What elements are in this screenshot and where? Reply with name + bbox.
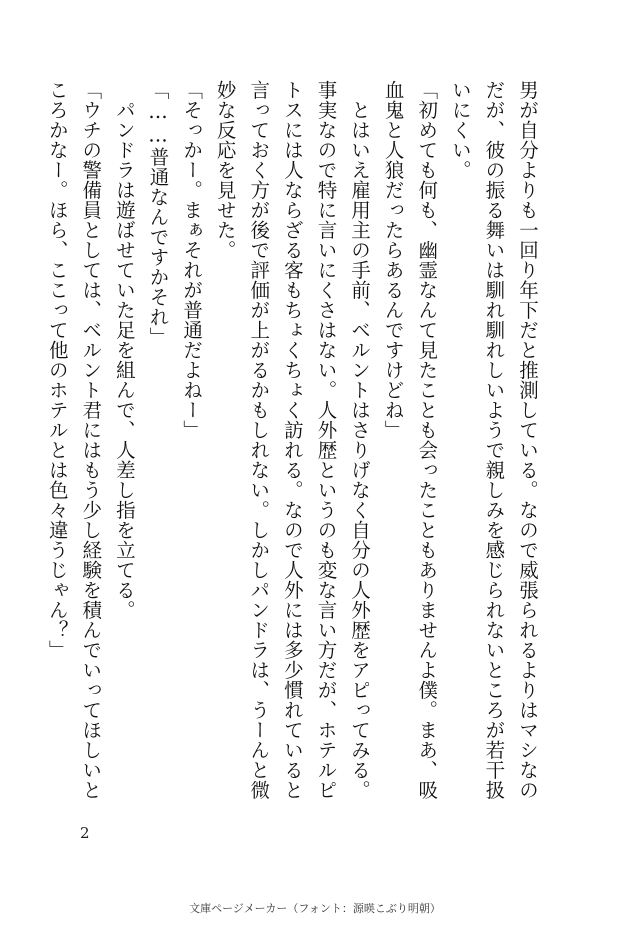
text-line: とはいえ雇用主の手前、ベルントはさりげなく自分の人外歴をアピってみる。 [348,80,372,800]
text-line: 妙な反応を見せた。 [213,80,237,260]
page-number: 2 [80,824,90,842]
text-line: 「……普通なんですかそれ」 [146,80,170,347]
text-line: いにくい。 [448,80,472,180]
text-line: 男が自分よりも一回り年下だと推測している。なので威張られるよりはマシなの [516,80,539,800]
text-line: トスには人ならざる客もちょくちょく訪れる。なので人外には多少慣れていると [280,80,304,800]
vertical-text-body [45,80,544,800]
text-line: 「初めても何も、幽霊なんて見たことも会ったこともありませんよ僕。まあ、吸 [415,80,439,800]
text-line: 「ウチの警備員としては、ベルント君にはもう少し経験を積んでいってほしいと [79,80,103,800]
text-line: パンドラは遊ばせていた足を組んで、人差し指を立てる。 [112,80,136,620]
text-line: ころかなー。ほら、ここって他のホテルとは色々違うじゃん？」 [45,80,69,660]
text-line: 「そっかー。まぁそれが普通だよねー」 [180,80,204,440]
text-line: だが、彼の振る舞いは馴れ馴れしいようで親しみを感じられないところが若干扱 [482,80,506,800]
text-line: 事実なので特に言いにくさはない。人外歴というのも変な言い方だが、ホテルピ [314,80,338,800]
footer-credit: 文庫ページメーカー（フォント：源暎こぶり明朝） [189,902,441,915]
text-line: 血鬼と人狼だったらあるんですけどね」 [381,80,405,440]
text-line: 言っておく方が後で評価が上がるかもしれない。しかしパンドラは、うーんと微 [247,80,271,800]
